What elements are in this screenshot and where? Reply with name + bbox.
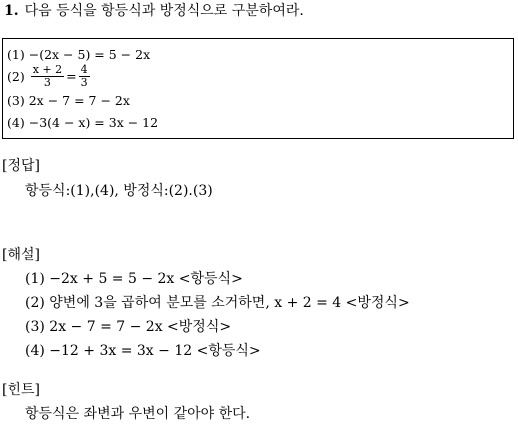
problem-item-2: (2) $\frac{x + 2}{3}$ = $\frac{4}{3}$	[7, 63, 88, 89]
problem-item-3: (3) 2x − 7 = 7 − 2x	[7, 93, 130, 108]
fraction-left: $\frac{x + 2}{3}$	[32, 63, 63, 89]
problem-expression: −3(4 − x) = 3x − 12	[28, 115, 159, 130]
explanation-line: (1) −2x + 5 = 5 − 2x <항등식>	[25, 271, 243, 287]
explanation-line: (3) 2x − 7 = 7 − 2x <방정식>	[25, 319, 232, 335]
explanation-line: (2) 양변에 3을 곱하여 분모를 소거하면, x + 2 = 4 <방정식>	[25, 295, 410, 311]
explanation-title: [해설]	[2, 247, 40, 263]
explanation-line: (4) −12 + 3x = 3x − 12 <항등식>	[25, 343, 261, 359]
equals-sign: =	[66, 68, 77, 84]
problem-item-1: (1) −(2x − 5) = 5 − 2x	[7, 47, 151, 62]
answer-title: [정답]	[2, 158, 40, 174]
fraction-right: $\frac{4}{3}$	[80, 63, 88, 89]
answer-text: 항등식:(1),(4), 방정식:(2).(3)	[25, 183, 213, 199]
question-number: 1.	[4, 3, 19, 19]
hint-title: [힌트]	[2, 382, 40, 398]
problem-expression: 2x − 7 = 7 − 2x	[28, 93, 130, 108]
problem-box	[2, 38, 514, 139]
question-text: 다음 등식을 항등식과 방정식으로 구분하여라.	[24, 3, 304, 19]
problem-expression: −(2x − 5) = 5 − 2x	[28, 47, 151, 62]
problem-item-4: (4) −3(4 − x) = 3x − 12	[7, 115, 159, 130]
question-title	[4, 2, 304, 20]
hint-text: 항등식은 좌변과 우변이 같아야 한다.	[25, 406, 251, 422]
